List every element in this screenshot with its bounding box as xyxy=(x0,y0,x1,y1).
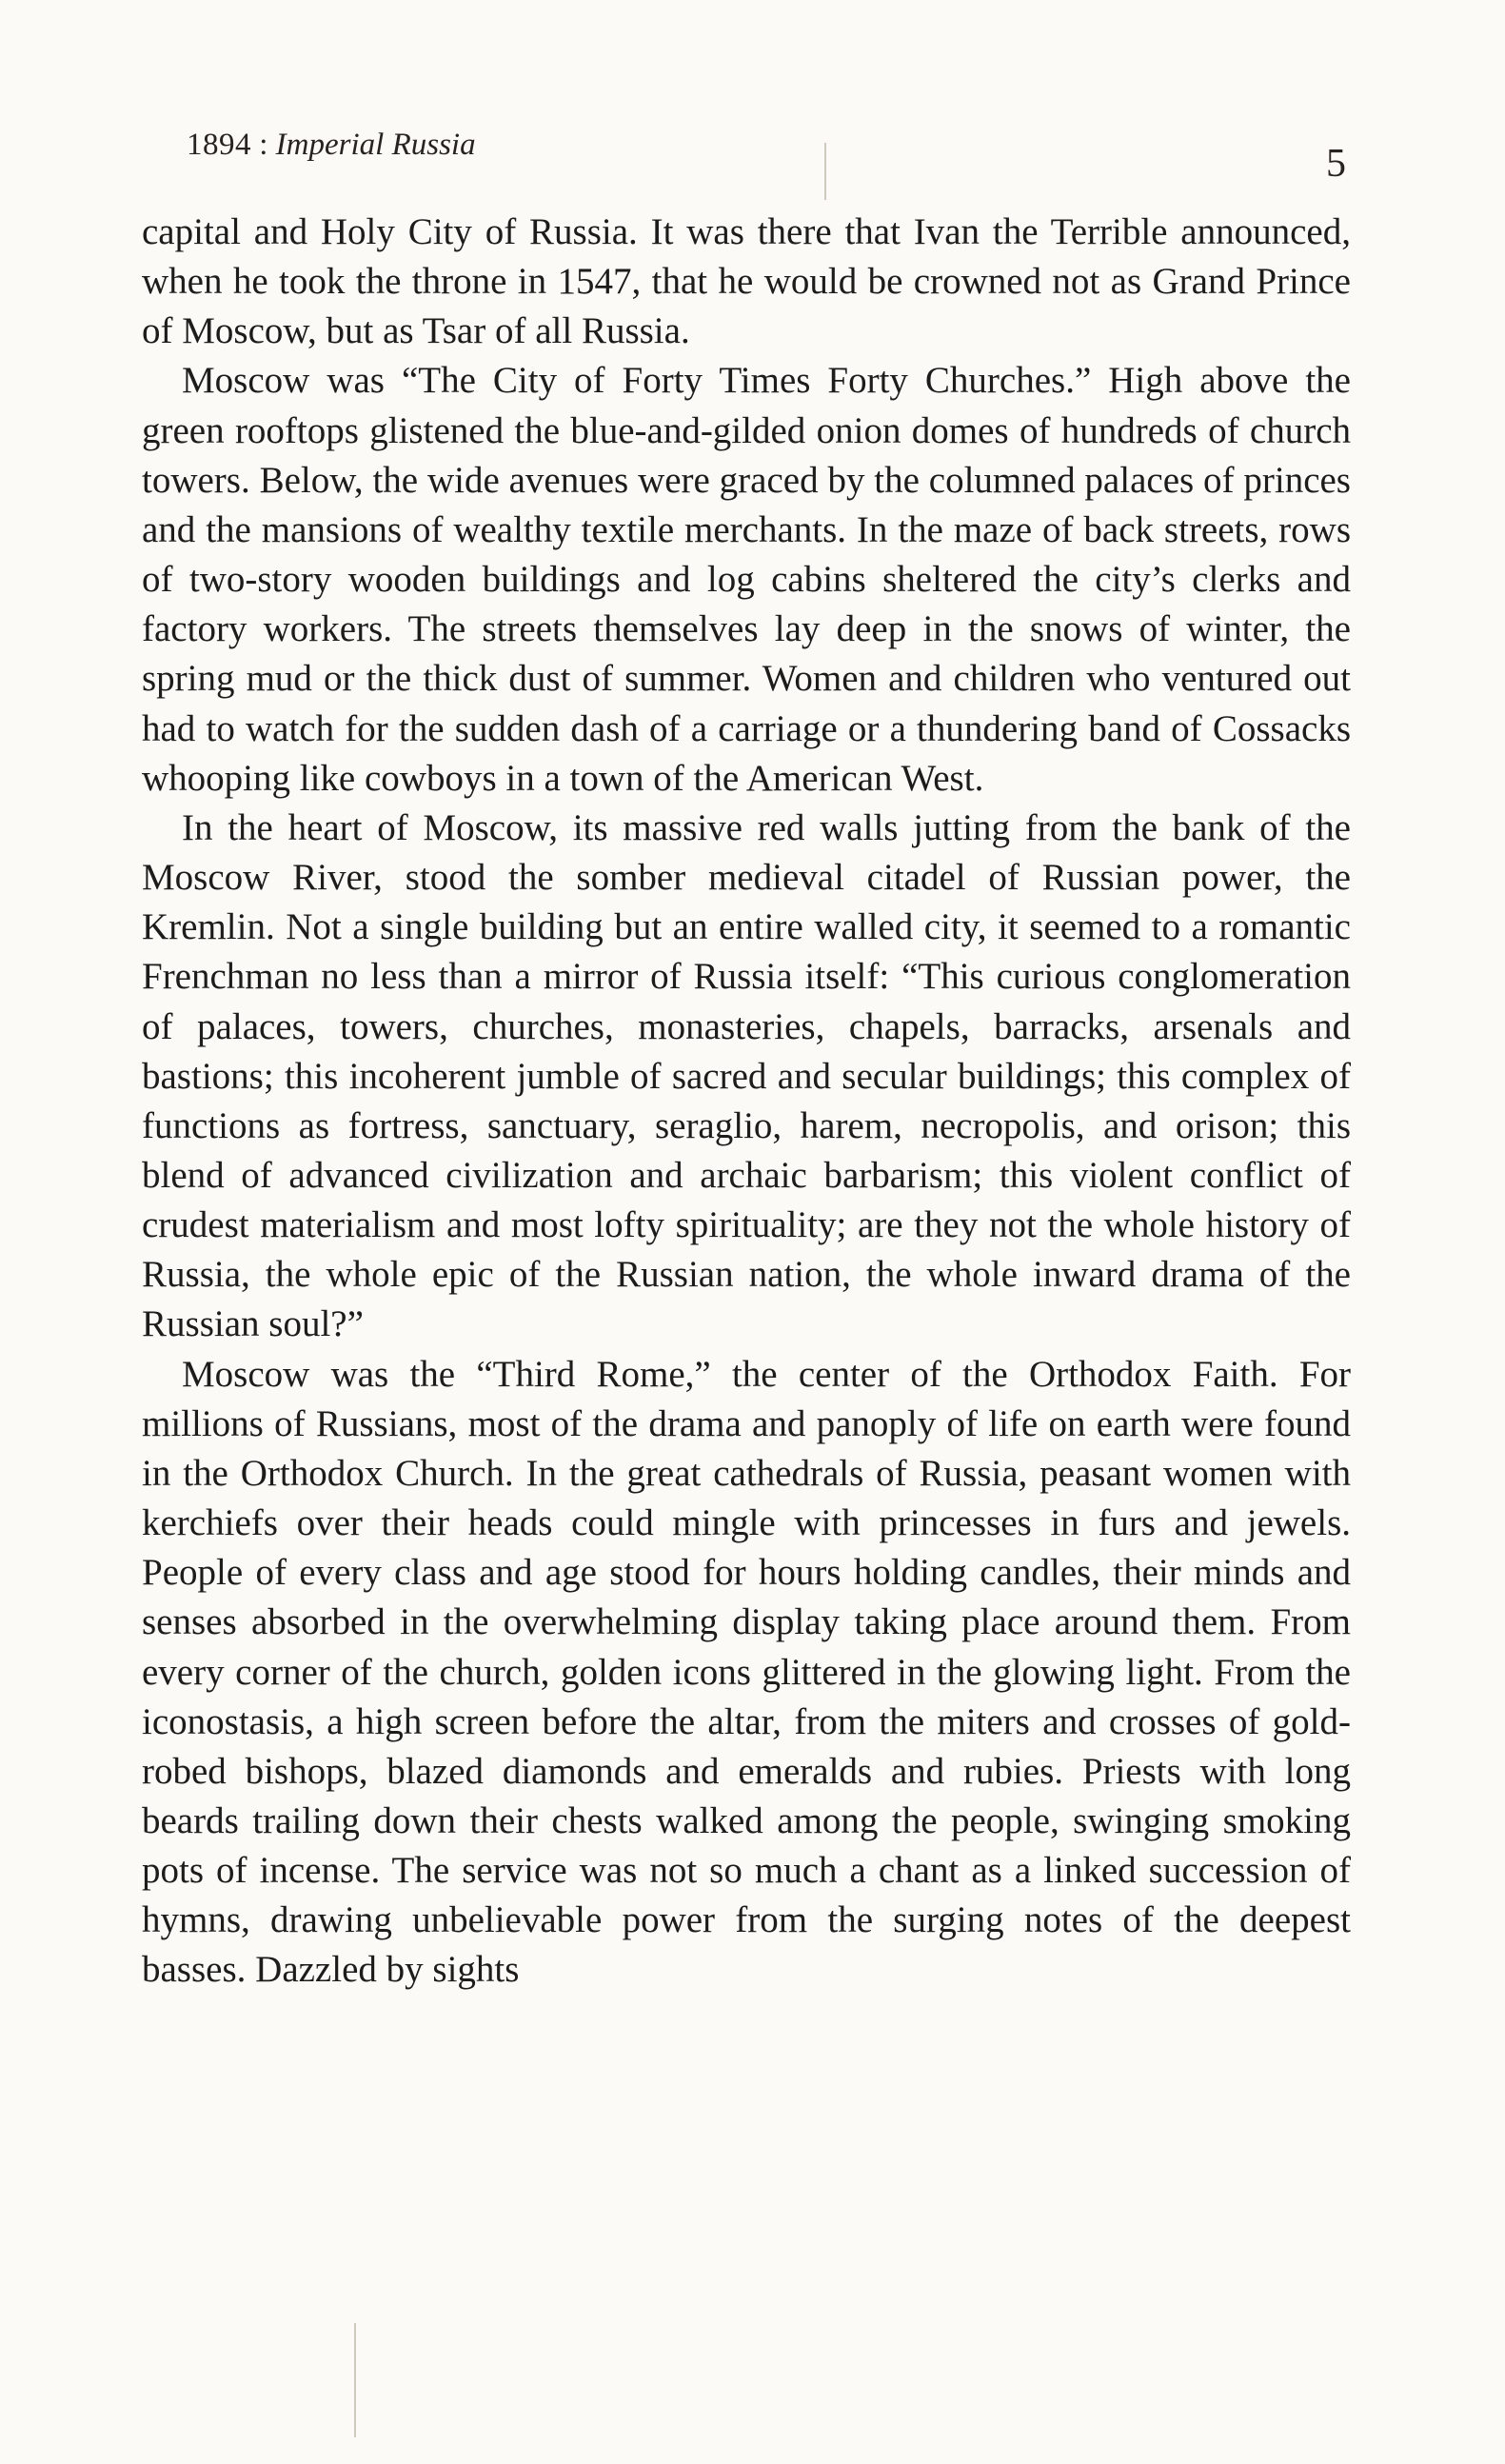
running-head-title: Imperial Russia xyxy=(275,128,476,162)
running-head xyxy=(187,126,476,164)
running-head-year: 1894 xyxy=(187,128,251,162)
paragraph-continued: capital and Holy City of Russia. It was there that Ivan the Terrible announced, when he took the throne in 1547, that he would be crowned not as Grand Prince of Moscow, but as Tsar of all Russia. xyxy=(142,211,1351,352)
paragraph: Moscow was the “Third Rome,” the center of the Orthodox Faith. For millions of Russians, most of the drama and panoply of life on earth were found in the Orthodox Church. In the great cathedrals of Russia, peasant women with kerchiefs over their heads could mingle with princesses in furs and jewels. People of every class and age stood for hours holding candles, their minds and senses absorbed in the overwhelming display taking place around them. From every corner of the church, golden icons glittered in the glowing light. From the iconostasis, a high screen before the altar, from the miters and crosses of gold-robed bishops, blazed diamonds and emeralds and rubies. Priests with long beards trailing down their chests walked among the people, swinging smoking pots of incense. The service was not so much a chant as a linked succession of hymns, drawing unbelievable power from the surging notes of the deepest basses. Dazzled by sights xyxy=(142,1353,1351,1991)
page-number: 5 xyxy=(1326,142,1346,186)
scan-artifact-line xyxy=(354,2323,356,2437)
running-head-separator: : xyxy=(251,128,276,162)
paragraph: Moscow was “The City of Forty Times Forty Churches.” High above the green rooftops glistened the blue-and-gilded onion domes of hundreds of church towers. Below, the wide avenues were graced by the columned palaces of princes and the mansions of wealthy textile merchants. In the maze of back streets, rows of two-story wooden buildings and log cabins sheltered the city’s clerks and factory workers. The streets themselves lay deep in the snows of winter, the spring mud or the thick dust of summer. Women and children who ventured out had to watch for the sudden dash of a carriage or a thundering band of Cossacks whooping like cowboys in a town of the American West. xyxy=(142,360,1351,799)
paragraph: In the heart of Moscow, its massive red walls jutting from the bank of the Moscow River, stood the somber medieval citadel of Russian power, the Kremlin. Not a single building but an entire walled city, it seemed to a romantic Frenchman no less than a mirror of Russia itself: “This curious conglomeration of palaces, towers, churches, monasteries, chapels, barracks, arsenals and bastions; this incoherent jumble of sacred and secular buildings; this complex of functions as fortress, sanctuary, seraglio, harem, necropolis, and orison; this blend of advanced civilization and archaic barbarism; this violent conflict of crudest materialism and most lofty spirituality; are they not the whole history of Russia, the whole epic of the Russian nation, the whole inward drama of the Russian soul?” xyxy=(142,806,1351,1345)
body-text xyxy=(142,208,1351,1996)
scan-artifact-line xyxy=(824,143,826,200)
